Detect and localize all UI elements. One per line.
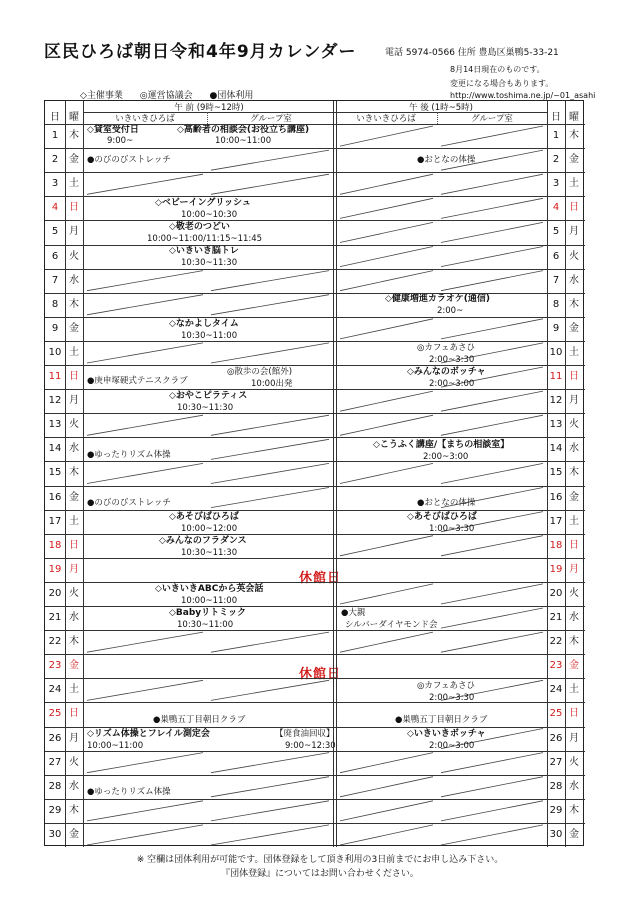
- event-d17-pm-time: 1:00~3:30: [429, 524, 475, 534]
- website-link[interactable]: http://www.toshima.ne.jp/~01_asahi: [450, 91, 596, 100]
- grid-hline: [45, 799, 585, 800]
- free-slot-slash: [340, 174, 433, 194]
- event-d8-karaoke: ◇健康増進カラオケ(通信): [385, 294, 490, 304]
- event-d11-walk: ◎散歩の会(館外): [227, 367, 293, 377]
- event-d12-time: 10:30~11:30: [177, 403, 234, 413]
- event-d26-boccia: ◇いきいきボッチャ: [407, 729, 486, 739]
- grid-hline: [45, 510, 585, 511]
- free-slot-slash: [211, 463, 329, 483]
- free-slot-slash: [340, 463, 433, 483]
- weekday-right: 水: [569, 443, 579, 455]
- weekday-right: 木: [569, 636, 579, 648]
- day-number-right: 1: [552, 130, 560, 141]
- header-subdivider: [207, 112, 208, 124]
- grid-hline: [45, 534, 585, 535]
- free-slot-slash: [87, 415, 203, 435]
- weekday: 火: [69, 419, 79, 431]
- weekday-right: 月: [569, 563, 579, 575]
- event-d26-frail: ◇リズム体操とフレイル測定会: [87, 729, 210, 739]
- header-pm-group: グループ室: [471, 114, 513, 124]
- event-d17-asobiba: ◇あそびばひろば: [169, 512, 239, 522]
- day-number-right: 22: [549, 636, 563, 648]
- event-d24-cafe: ◎カフェあさひ: [417, 681, 475, 691]
- day-number: 4: [51, 202, 59, 214]
- day-number-right: 14: [549, 443, 563, 455]
- day-number-right: 26: [549, 732, 563, 744]
- weekday-right: 日: [569, 371, 579, 382]
- event-d4-time: 10:00~10:30: [181, 210, 238, 220]
- grid-hline: [45, 630, 585, 631]
- header-am-hiroba: いきいきひろば: [115, 114, 175, 124]
- day-number-right: 17: [549, 515, 563, 527]
- event-d21-time: 10:30~11:00: [177, 620, 234, 630]
- event-d21-club: ●大親: [341, 608, 366, 618]
- event-d12-pilates: ◇おやこピラティス: [169, 391, 248, 401]
- day-number: 19: [48, 563, 62, 575]
- weekday: 月: [69, 732, 79, 744]
- free-slot-slash: [211, 343, 329, 363]
- weekday: 金: [69, 828, 79, 840]
- weekday: 土: [69, 515, 79, 527]
- weekday-right: 土: [569, 346, 579, 358]
- update-note: 8月14日現在のものです。: [450, 65, 545, 74]
- weekday: 木: [69, 636, 79, 648]
- free-slot-slash: [87, 463, 203, 483]
- weekday: 土: [69, 346, 79, 358]
- day-number-right: 8: [552, 298, 560, 310]
- day-number-right: 23: [549, 660, 563, 672]
- grid-hline: [45, 172, 585, 173]
- weekday-right: 月: [569, 732, 579, 744]
- event-d11-boccia-time: 2:00~3:00: [429, 379, 475, 389]
- legend-sponsored: ◇主催事業: [80, 91, 123, 101]
- free-slot-slash: [441, 415, 543, 435]
- day-number-right: 15: [549, 467, 563, 479]
- free-slot-slash: [211, 295, 329, 315]
- event-d17-asobiba-pm: ◇あそびばひろば: [407, 512, 477, 522]
- weekday: 金: [69, 322, 79, 334]
- weekday-right: 火: [569, 250, 579, 262]
- grid-hline: [45, 461, 585, 462]
- free-slot-slash: [340, 271, 433, 291]
- weekday-right: 金: [569, 828, 579, 840]
- footer-note-2: 『団体登録』についてはお問い合わせください。: [221, 869, 419, 879]
- event-d26-frail-time: 10:00~11:00: [87, 741, 144, 751]
- grid-hline: [45, 365, 585, 366]
- header-weekday: 曜: [69, 112, 79, 123]
- day-number-right: 30: [549, 828, 563, 840]
- weekday: 水: [69, 612, 79, 623]
- event-d10-time: 2:00~3:30: [429, 355, 475, 365]
- free-slot-slash: [441, 584, 543, 604]
- day-number: 7: [51, 274, 59, 286]
- day-number: 25: [48, 708, 62, 720]
- day-number: 30: [48, 828, 62, 840]
- free-slot-slash: [87, 343, 203, 363]
- weekday-right: 土: [569, 684, 579, 696]
- free-slot-slash: [340, 319, 433, 339]
- free-slot-slash: [441, 271, 543, 291]
- grid-hline: [45, 751, 585, 752]
- event-d1-reception-time: 9:00~: [107, 136, 134, 146]
- grid-hline: [45, 558, 585, 559]
- event-d1-consult: ◇高齢者の相談会(お役立ち講座): [177, 125, 310, 135]
- change-note: 変更になる場合もあります。: [450, 79, 554, 88]
- weekday: 水: [69, 780, 79, 792]
- legend-council: ◎運営協議会: [139, 91, 193, 101]
- event-d24-time: 2:00~3:30: [429, 693, 475, 703]
- event-d21-club-name: シルバーダイヤモンド会: [345, 620, 438, 630]
- event-d1-reception: ◇貸室受付日: [87, 125, 139, 135]
- day-number-right: 16: [549, 491, 563, 503]
- free-slot-slash: [340, 126, 433, 146]
- free-slot-slash: [441, 777, 543, 797]
- footer-note: ※ 空欄は団体利用が可能です。団体登録をして頂き利用の3日前までにお申し込み下さい。: [136, 855, 504, 865]
- free-slot-slash: [211, 271, 329, 291]
- free-slot-slash: [441, 608, 543, 628]
- free-slot-slash: [340, 777, 433, 797]
- weekday: 日: [69, 202, 79, 214]
- free-slot-slash: [340, 753, 433, 773]
- closed-day-19: 休館日: [299, 571, 342, 586]
- free-slot-slash: [340, 222, 433, 242]
- event-d5-time: 10:00~11:00/11:15~11:45: [147, 234, 263, 244]
- weekday: 日: [69, 539, 79, 551]
- ampm-divider: [336, 101, 337, 847]
- weekday-right: 土: [569, 515, 579, 527]
- grid-hline: [45, 341, 585, 342]
- weekday: 月: [69, 563, 79, 575]
- header-subdivider: [437, 112, 438, 124]
- free-slot-slash: [340, 584, 433, 604]
- weekday-right: 金: [569, 154, 579, 166]
- weekday-right: 月: [569, 395, 579, 407]
- free-slot-slash: [441, 391, 543, 411]
- grid-hline: [45, 702, 585, 703]
- day-number: 28: [48, 780, 62, 792]
- day-number-right: 2: [552, 154, 560, 166]
- grid-hline: [45, 582, 585, 583]
- free-slot-slash: [87, 753, 203, 773]
- day-number: 27: [48, 756, 62, 768]
- weekday-right: 金: [569, 660, 579, 672]
- event-d25-club-pm: ●巣鴨五丁目朝日クラブ: [395, 715, 488, 725]
- weekday-right: 日: [569, 539, 579, 551]
- grid-vline: [65, 101, 66, 847]
- grid-hline: [45, 196, 585, 197]
- free-slot-slash: [441, 801, 543, 821]
- grid-vline: [565, 101, 566, 847]
- free-slot-slash: [441, 753, 543, 773]
- free-slot-slash: [340, 198, 433, 218]
- day-number-right: 20: [549, 587, 563, 599]
- event-d11-tennis: ●庚申塚硬式テニスクラブ: [87, 376, 188, 386]
- event-d14-rhythm: ●ゆったりリズム体操: [87, 450, 171, 460]
- event-d6-time: 10:30~11:30: [181, 258, 238, 268]
- day-number: 17: [48, 515, 62, 527]
- header-day-right: 日: [551, 112, 561, 123]
- day-number-right: 19: [549, 563, 563, 575]
- free-slot-slash: [441, 247, 543, 267]
- event-d2-stretch: ●のびのびストレッチ: [87, 155, 171, 165]
- weekday: 土: [69, 684, 79, 696]
- header-am-group: グループ室: [250, 114, 292, 124]
- weekday-right: 木: [569, 467, 579, 479]
- weekday-right: 月: [569, 226, 579, 238]
- day-number: 15: [48, 467, 62, 479]
- grid-hline: [45, 269, 585, 270]
- closed-day-23: 休館日: [299, 667, 342, 682]
- free-slot-slash: [87, 680, 203, 700]
- free-slot-slash: [441, 536, 543, 556]
- day-number-right: 4: [552, 202, 560, 214]
- day-number: 24: [48, 684, 62, 696]
- event-d4-english: ◇ベビーイングリッシュ: [155, 198, 251, 208]
- free-slot-slash: [87, 174, 203, 194]
- free-slot-slash: [87, 825, 203, 845]
- day-number: 11: [48, 371, 62, 382]
- day-number: 2: [51, 154, 59, 166]
- free-slot-slash: [211, 488, 329, 508]
- contact-info: 電話 5974-0566 住所 豊島区巣鴨5-33-21: [385, 48, 559, 58]
- day-number: 5: [51, 226, 59, 238]
- ampm-divider: [333, 101, 334, 847]
- grid-hline: [45, 678, 585, 679]
- weekday-right: 金: [569, 322, 579, 334]
- weekday-right: 火: [569, 587, 579, 599]
- free-slot-slash: [87, 632, 203, 652]
- weekday-right: 水: [569, 274, 579, 286]
- event-d20-time: 10:00~11:00: [181, 596, 238, 606]
- grid-hline: [45, 437, 585, 438]
- day-number-right: 3: [552, 178, 560, 190]
- free-slot-slash: [340, 825, 433, 845]
- day-number-right: 11: [549, 371, 563, 382]
- header-weekday-right: 曜: [569, 112, 579, 123]
- free-slot-slash: [211, 753, 329, 773]
- grid-hline: [45, 775, 585, 776]
- day-number: 1: [51, 130, 59, 141]
- event-d11-walk-time: 10:00出発: [251, 379, 293, 389]
- header-am: 午 前 (9時~12時): [174, 103, 244, 113]
- grid-hline: [45, 727, 585, 728]
- day-number-right: 29: [549, 804, 563, 816]
- event-d18-hula: ◇みんなのフラダンス: [159, 536, 247, 546]
- day-number: 20: [48, 587, 62, 599]
- free-slot-slash: [211, 825, 329, 845]
- free-slot-slash: [441, 126, 543, 146]
- day-number-right: 18: [549, 539, 563, 551]
- weekday: 木: [69, 130, 79, 141]
- page-title: 区民ひろば朝日令和4年9月カレンダー: [44, 42, 357, 62]
- free-slot-slash: [441, 632, 543, 652]
- weekday: 月: [69, 226, 79, 238]
- grid-hline: [45, 317, 585, 318]
- grid-hline: [45, 486, 585, 487]
- day-number: 3: [51, 178, 59, 190]
- weekday: 土: [69, 178, 79, 190]
- grid-vline: [83, 101, 84, 847]
- header-subline: [83, 112, 547, 113]
- free-slot-slash: [211, 415, 329, 435]
- day-number-right: 12: [549, 395, 563, 407]
- free-slot-slash: [441, 174, 543, 194]
- weekday: 月: [69, 395, 79, 407]
- day-number-right: 21: [549, 612, 563, 623]
- day-number: 22: [48, 636, 62, 648]
- event-d26-oil: 【廃食油回収】: [275, 729, 335, 739]
- weekday-right: 金: [569, 491, 579, 503]
- weekday: 木: [69, 467, 79, 479]
- grid-vline: [547, 101, 548, 847]
- event-d1-consult-time: 10:00~11:00: [215, 136, 272, 146]
- weekday-right: 火: [569, 419, 579, 431]
- weekday-right: 木: [569, 804, 579, 816]
- free-slot-slash: [441, 222, 543, 242]
- day-number: 18: [48, 539, 62, 551]
- weekday-right: 水: [569, 780, 579, 792]
- event-d14-time: 2:00~3:00: [423, 452, 469, 462]
- event-d18-time: 10:30~11:30: [181, 548, 238, 558]
- event-d10-cafe: ◎カフェあさひ: [417, 343, 475, 353]
- free-slot-slash: [211, 150, 329, 170]
- weekday: 木: [69, 804, 79, 816]
- event-d8-time: 2:00~: [437, 306, 464, 316]
- event-d14-kofuku: ◇こうふく講座/【まちの相談室】: [373, 440, 510, 450]
- free-slot-slash: [211, 777, 329, 797]
- event-d28-rhythm: ●ゆったりリズム体操: [87, 787, 171, 797]
- grid-hline: [45, 823, 585, 824]
- day-number: 12: [48, 395, 62, 407]
- day-number-right: 25: [549, 708, 563, 720]
- day-number-right: 13: [549, 419, 563, 431]
- weekday-right: 日: [569, 708, 579, 720]
- day-number: 26: [48, 732, 62, 744]
- weekday-right: 木: [569, 130, 579, 141]
- event-d26-oil-time: 9:00~12:30: [285, 741, 336, 751]
- weekday-right: 日: [569, 202, 579, 214]
- day-number: 13: [48, 419, 62, 431]
- event-d26-boccia-time: 2:00~3:00: [429, 741, 475, 751]
- free-slot-slash: [340, 391, 433, 411]
- free-slot-slash: [340, 247, 433, 267]
- day-number-right: 10: [549, 346, 563, 358]
- event-d11-boccia: ◇みんなのボッチャ: [407, 367, 486, 377]
- day-number-right: 9: [552, 322, 560, 334]
- grid-hline: [45, 293, 585, 294]
- weekday-right: 木: [569, 298, 579, 310]
- free-slot-slash: [87, 801, 203, 821]
- grid-hline: [45, 124, 585, 125]
- weekday: 日: [69, 708, 79, 720]
- header-day: 日: [50, 112, 60, 123]
- event-d2-exercise: ●おとなの体操: [417, 155, 476, 165]
- free-slot-slash: [211, 632, 329, 652]
- weekday-right: 火: [569, 756, 579, 768]
- day-number-right: 5: [552, 226, 560, 238]
- event-d25-club-am: ●巣鴨五丁目朝日クラブ: [153, 715, 246, 725]
- weekday: 水: [69, 274, 79, 286]
- calendar-table: [44, 100, 584, 846]
- weekday: 火: [69, 587, 79, 599]
- header-pm: 午 後 (1時~5時): [409, 103, 473, 113]
- day-number: 23: [48, 660, 62, 672]
- free-slot-slash: [87, 271, 203, 291]
- legend-group: ●団体利用: [209, 91, 254, 101]
- free-slot-slash: [211, 174, 329, 194]
- free-slot-slash: [441, 319, 543, 339]
- weekday-right: 土: [569, 178, 579, 190]
- grid-hline: [45, 654, 585, 655]
- grid-hline: [45, 413, 585, 414]
- grid-hline: [45, 606, 585, 607]
- weekday: 木: [69, 298, 79, 310]
- day-number: 10: [48, 346, 62, 358]
- free-slot-slash: [441, 463, 543, 483]
- weekday: 金: [69, 154, 79, 166]
- day-number: 9: [51, 322, 59, 334]
- free-slot-slash: [340, 632, 433, 652]
- day-number: 29: [48, 804, 62, 816]
- free-slot-slash: [211, 680, 329, 700]
- free-slot-slash: [211, 801, 329, 821]
- weekday: 水: [69, 443, 79, 455]
- event-d17-time: 10:00~12:00: [181, 524, 238, 534]
- event-d16-stretch: ●のびのびストレッチ: [87, 498, 171, 508]
- event-d9-nakayoshi: ◇なかよしタイム: [169, 319, 239, 329]
- free-slot-slash: [340, 536, 433, 556]
- grid-hline: [45, 220, 585, 221]
- day-number-right: 27: [549, 756, 563, 768]
- day-number: 6: [51, 250, 59, 262]
- day-number-right: 7: [552, 274, 560, 286]
- free-slot-slash: [87, 295, 203, 315]
- weekday: 金: [69, 660, 79, 672]
- day-number-right: 28: [549, 780, 563, 792]
- weekday: 日: [69, 371, 79, 382]
- day-number: 8: [51, 298, 59, 310]
- day-number: 14: [48, 443, 62, 455]
- grid-hline: [45, 245, 585, 246]
- day-number: 16: [48, 491, 62, 503]
- event-d16-exercise: ●おとなの体操: [417, 498, 476, 508]
- free-slot-slash: [340, 415, 433, 435]
- free-slot-slash: [441, 825, 543, 845]
- day-number-right: 6: [552, 250, 560, 262]
- free-slot-slash: [441, 198, 543, 218]
- event-d5-keiro: ◇敬老のつどい: [169, 222, 230, 232]
- day-number: 21: [48, 612, 62, 623]
- weekday: 火: [69, 250, 79, 262]
- event-d9-time: 10:30~11:00: [181, 331, 238, 341]
- grid-hline: [45, 148, 585, 149]
- free-slot-slash: [340, 801, 433, 821]
- weekday: 金: [69, 491, 79, 503]
- day-number-right: 24: [549, 684, 563, 696]
- grid-hline: [45, 389, 585, 390]
- weekday-right: 水: [569, 612, 579, 623]
- event-d6-brain: ◇いきいき脳トレ: [169, 246, 239, 256]
- event-d21-rhythmique: ◇Babyリトミック: [169, 608, 246, 618]
- free-slot-slash: [211, 439, 329, 459]
- header-pm-hiroba: いきいきひろば: [356, 114, 416, 124]
- weekday: 火: [69, 756, 79, 768]
- event-d20-abc: ◇いきいきABCから英会話: [155, 584, 264, 594]
